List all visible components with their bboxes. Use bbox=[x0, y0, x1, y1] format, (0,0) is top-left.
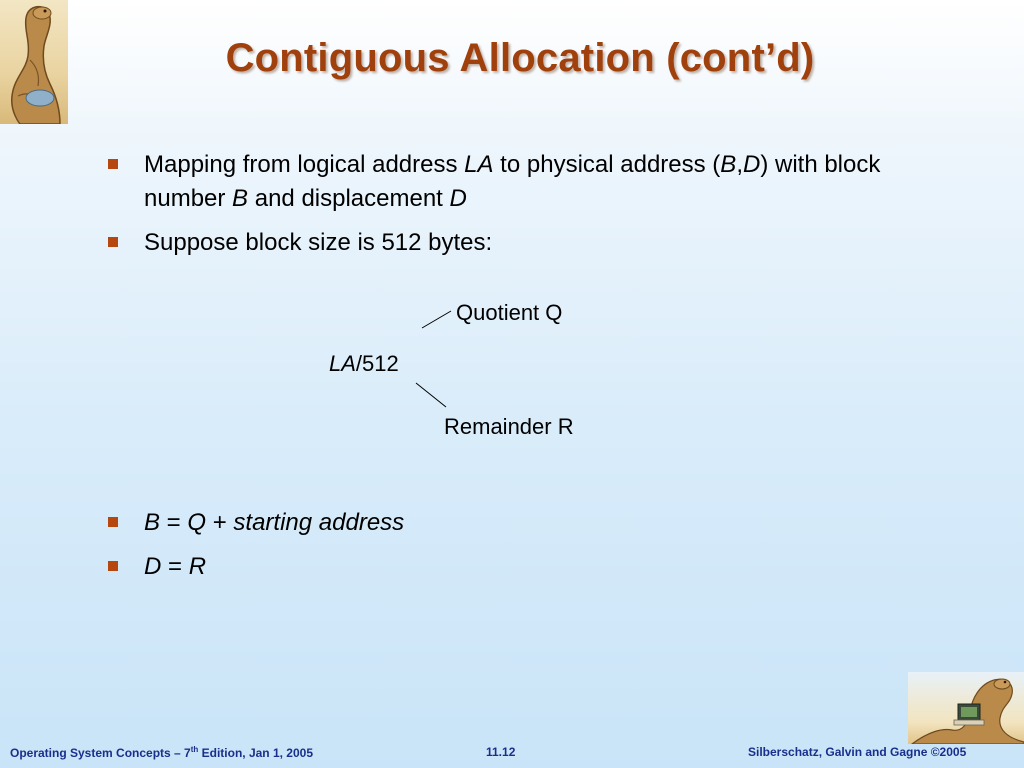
bullet-text-segment: D bbox=[144, 553, 162, 580]
bullet-text-segment: B bbox=[232, 185, 249, 212]
bullet-square-icon bbox=[108, 237, 118, 247]
bullet-text-segment: Mapping from logical address bbox=[144, 151, 465, 178]
bullet-item bbox=[104, 550, 904, 584]
bullet-item bbox=[104, 226, 904, 260]
dividend-variable: LA bbox=[329, 351, 356, 376]
quotient-label: Quotient Q bbox=[456, 300, 563, 325]
dinosaur-logo-bottom-right bbox=[908, 672, 1024, 744]
bullet-text-segment: R bbox=[188, 553, 207, 580]
bullet-text-segment: to physical address ( bbox=[493, 151, 721, 178]
bullet-text-segment: LA bbox=[464, 151, 494, 178]
bullet-text-segment: = bbox=[161, 553, 189, 580]
bullet-square-icon bbox=[108, 517, 118, 527]
dinosaur-icon bbox=[0, 0, 68, 124]
bullet-list-bottom bbox=[104, 506, 904, 594]
remainder-label: Remainder R bbox=[444, 414, 574, 439]
bullet-text-segment: B bbox=[144, 509, 161, 536]
footer-right: Silberschatz, Galvin and Gagne ©2005 bbox=[748, 745, 967, 759]
bullet-text-segment: D bbox=[742, 151, 761, 178]
footer-left-prefix: Operating System Concepts – 7 bbox=[10, 746, 191, 760]
bullet-item bbox=[104, 148, 904, 216]
quotient-connector-line bbox=[422, 311, 451, 328]
footer-left bbox=[10, 745, 313, 765]
bullet-text-segment: B bbox=[720, 151, 737, 178]
bullet-text-segment: , bbox=[736, 151, 743, 178]
bullet-text-segment: starting address bbox=[233, 509, 405, 536]
dinosaur-logo-top-left bbox=[0, 0, 68, 124]
bullet-text-segment: and displacement bbox=[248, 185, 450, 212]
footer-page-number: 11.12 bbox=[486, 745, 516, 759]
bullet-text-segment: ) with block number bbox=[144, 151, 881, 212]
bullet-text-segment: Suppose block size is 512 bytes: bbox=[144, 229, 493, 256]
bullet-text-segment: Q bbox=[187, 509, 207, 536]
footer-left-superscript: th bbox=[190, 745, 199, 754]
dinosaur-computer-icon bbox=[908, 672, 1024, 744]
dividend-divisor: /512 bbox=[355, 351, 399, 376]
bullet-text-segment: = bbox=[160, 509, 188, 536]
dividend-expression bbox=[329, 351, 399, 377]
remainder-connector-line bbox=[416, 383, 446, 407]
bullet-list-top bbox=[104, 148, 904, 270]
footer-left-suffix: Edition, Jan 1, 2005 bbox=[198, 746, 314, 760]
bullet-item bbox=[104, 506, 904, 540]
bullet-text-segment: + bbox=[206, 509, 234, 536]
slide-title: Contiguous Allocation (cont’d) bbox=[225, 36, 815, 80]
bullet-text-segment: D bbox=[449, 185, 467, 212]
bullet-square-icon bbox=[108, 561, 118, 571]
bullet-square-icon bbox=[108, 159, 118, 169]
